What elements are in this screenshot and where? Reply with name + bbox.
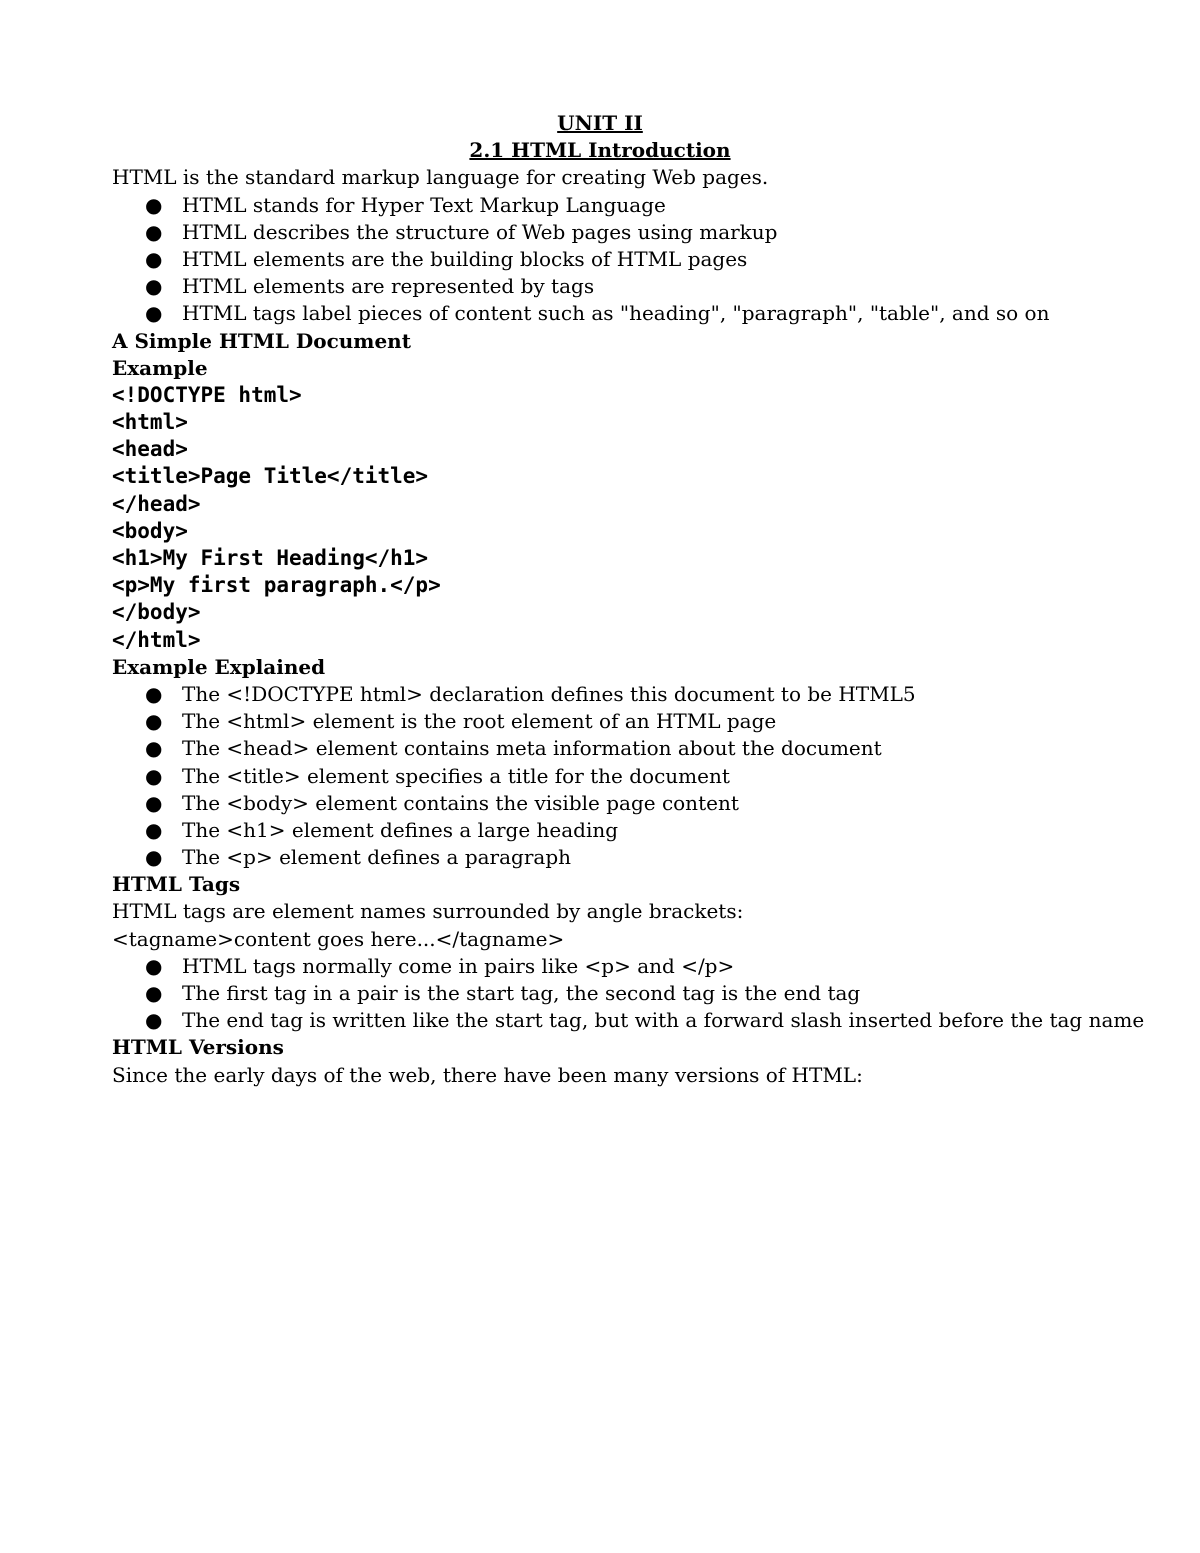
tags-bullet-list [112,953,1145,1035]
list-item: ● The <body> element contains the visible page content [112,790,1072,817]
explained-heading: Example Explained [112,654,326,679]
list-item: ● HTML describes the structure of Web pages using markup [112,219,1072,246]
code-line: <title>Page Title</title> [112,464,429,489]
list-item: ● HTML elements are represented by tags [112,273,1072,300]
intro-paragraph: HTML is the standard markup language for creating Web pages. [112,165,769,190]
list-item: ● The <head> element contains meta information about the document [112,735,1072,762]
bullet-icon: ● [145,219,163,244]
unit-heading: UNIT II [557,111,643,135]
bullet-icon: ● [145,246,163,271]
example-label: Example [112,355,208,380]
versions-heading: HTML Versions [112,1035,284,1060]
code-line: </html> [112,627,201,652]
code-line: <head> [112,437,188,462]
document-page [112,110,1145,1089]
list-item: ● The <html> element is the root element of an HTML page [112,708,1072,735]
bullet-icon: ● [145,845,163,870]
versions-paragraph: Since the early days of the web, there have been many versions of HTML: [112,1062,863,1087]
list-item: ● The first tag in a pair is the start tag, the second tag is the end tag [112,980,1072,1007]
code-line: <!DOCTYPE html> [112,382,302,407]
code-line: </head> [112,491,201,516]
section-title: 2.1 HTML Introduction [469,138,731,163]
bullet-icon: ● [145,301,163,326]
code-line: </body> [112,600,201,625]
list-item: ● HTML tags normally come in pairs like <p> and </p> [112,953,1072,980]
bullet-icon: ● [145,790,163,815]
list-item: ● HTML stands for Hyper Text Markup Language [112,192,1072,219]
code-example [112,382,1072,654]
code-line: <body> [112,518,188,543]
tags-heading: HTML Tags [112,872,241,897]
list-item: ● The <!DOCTYPE html> declaration defines this document to be HTML5 [112,681,1072,708]
bullet-icon: ● [145,709,163,734]
code-line: <html> [112,410,188,435]
code-line: <p>My first paragraph.</p> [112,573,441,598]
tags-paragraph: HTML tags are element names surrounded by angle brackets: [112,899,744,924]
bullet-icon: ● [145,736,163,761]
intro-bullet-list [112,192,1072,328]
list-item: ● The <title> element specifies a title for the document [112,763,1072,790]
bullet-icon: ● [145,953,163,978]
bullet-icon: ● [145,681,163,706]
bullet-icon: ● [145,274,163,299]
bullet-icon: ● [145,1008,163,1033]
tags-syntax: <tagname>content goes here...</tagname> [112,926,565,951]
list-item: ● The end tag is written like the start tag, but with a forward slash inserted before the tag name [112,1007,1072,1034]
code-line: <h1>My First Heading</h1> [112,546,429,570]
explained-bullet-list [112,681,1072,871]
list-item: ● The <p> element defines a paragraph [112,844,1072,871]
simple-doc-heading: A Simple HTML Document [112,328,411,353]
bullet-icon: ● [145,817,163,842]
bullet-icon: ● [145,192,163,217]
list-item: ● HTML tags label pieces of content such as "heading", "paragraph", "table", and so on [112,300,1072,327]
bullet-icon: ● [145,763,163,788]
list-item: ● HTML elements are the building blocks of HTML pages [112,246,1072,273]
list-item: ● The <h1> element defines a large heading [112,817,1072,844]
bullet-icon: ● [145,981,163,1005]
